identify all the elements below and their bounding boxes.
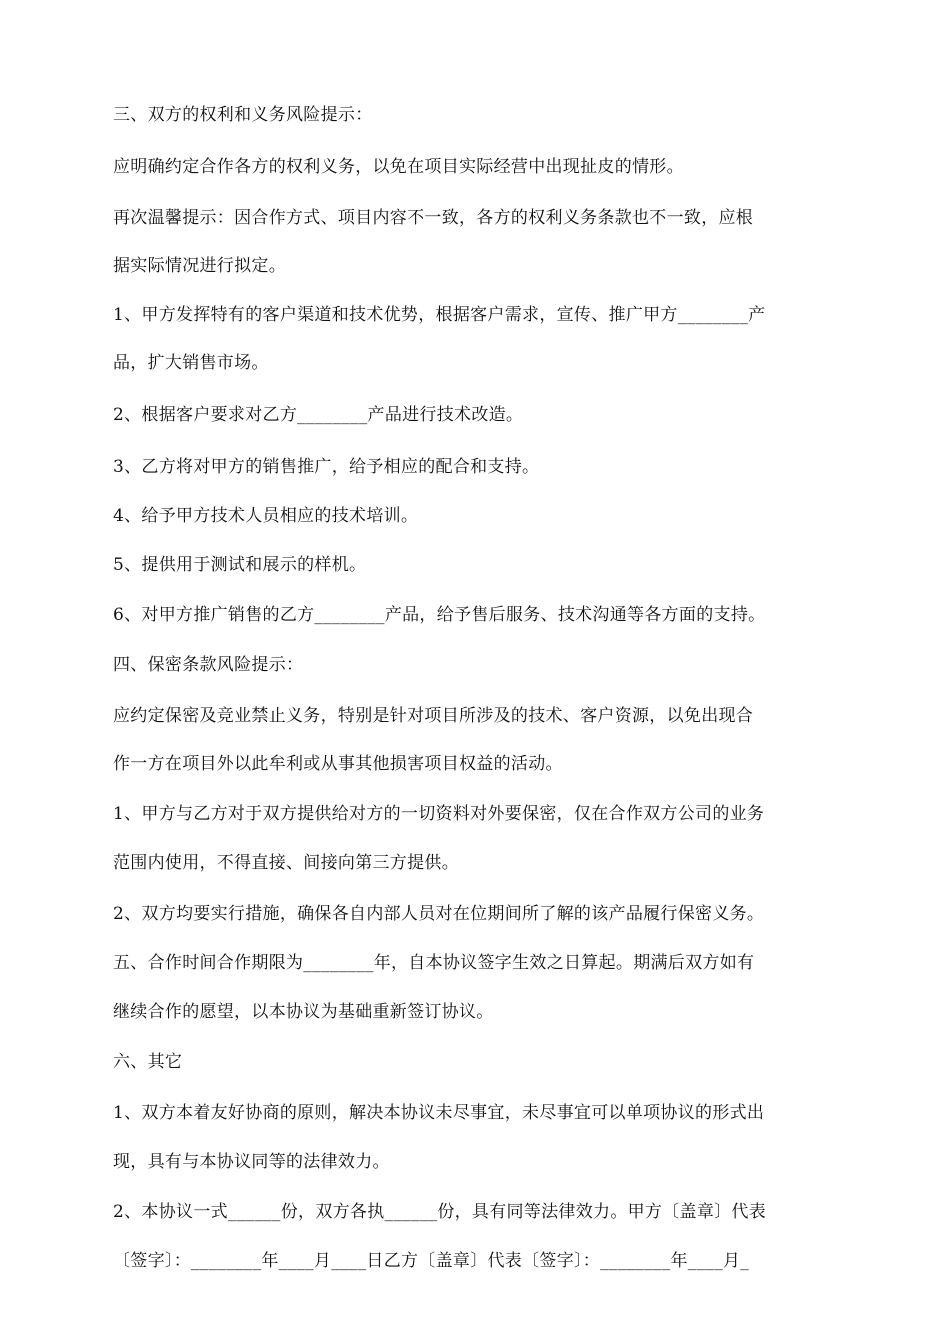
clause-line: 品，扩大销售市场。 — [113, 353, 269, 373]
clause-line: 1、双方本着友好协商的原则，解决本协议未尽事宜，未尽事宜可以单项协议的形式出 — [113, 1103, 765, 1123]
paragraph-line: 应明确约定合作各方的权利义务，以免在项目实际经营中出现扯皮的情形。 — [113, 157, 684, 177]
section-heading-cooperation-term: 五、合作时间合作期限为________年，自本协议签字生效之日算起。期满后双方如有 — [113, 953, 755, 973]
clause-line: 1、甲方与乙方对于双方提供给对方的一切资料对外要保密，仅在合作双方公司的业务 — [113, 804, 765, 824]
clause-line: 3、乙方将对甲方的销售推广，给予相应的配合和支持。 — [113, 457, 540, 477]
clause-line: 1、甲方发挥特有的客户渠道和技术优势，根据客户需求，宣传、推广甲方________产 — [113, 305, 766, 325]
clause-line: 5、提供用于测试和展示的样机。 — [113, 555, 367, 575]
clause-line: 2、本协议一式______份，双方各执______份，具有同等法律效力。甲方〔盖章〕代表 — [113, 1202, 767, 1222]
section-heading-rights-obligations: 三、双方的权利和义务风险提示： — [113, 105, 373, 125]
clause-line: 现，具有与本协议同等的法律效力。 — [113, 1152, 390, 1172]
section-heading-confidentiality: 四、保密条款风险提示： — [113, 655, 304, 675]
signature-line: 〔签字〕：________年____月____日乙方〔盖章〕代表〔签字〕：________年____月_ — [113, 1251, 750, 1271]
clause-line: 范围内使用，不得直接、间接向第三方提供。 — [113, 853, 459, 873]
section-heading-other: 六、其它 — [113, 1052, 183, 1072]
paragraph-line: 再次温馨提示：因合作方式、项目内容不一致，各方的权利义务条款也不一致，应根 — [113, 208, 754, 228]
paragraph-line: 据实际情况进行拟定。 — [113, 256, 286, 276]
paragraph-line: 应约定保密及竞业禁止义务，特别是针对项目所涉及的技术、客户资源，以免出现合 — [113, 706, 754, 726]
paragraph-line: 作一方在项目外以此牟利或从事其他损害项目权益的活动。 — [113, 754, 563, 774]
clause-line: 2、根据客户要求对乙方________产品进行技术改造。 — [113, 405, 524, 425]
clause-line: 6、对甲方推广销售的乙方________产品，给予售后服务、技术沟通等各方面的支持。 — [113, 605, 766, 625]
clause-line: 4、给予甲方技术人员相应的技术培训。 — [113, 506, 419, 526]
paragraph-line: 继续合作的愿望，以本协议为基础重新签订协议。 — [113, 1002, 494, 1022]
clause-line: 2、双方均要实行措施，确保各自内部人员对在位期间所了解的该产品履行保密义务。 — [113, 904, 765, 924]
